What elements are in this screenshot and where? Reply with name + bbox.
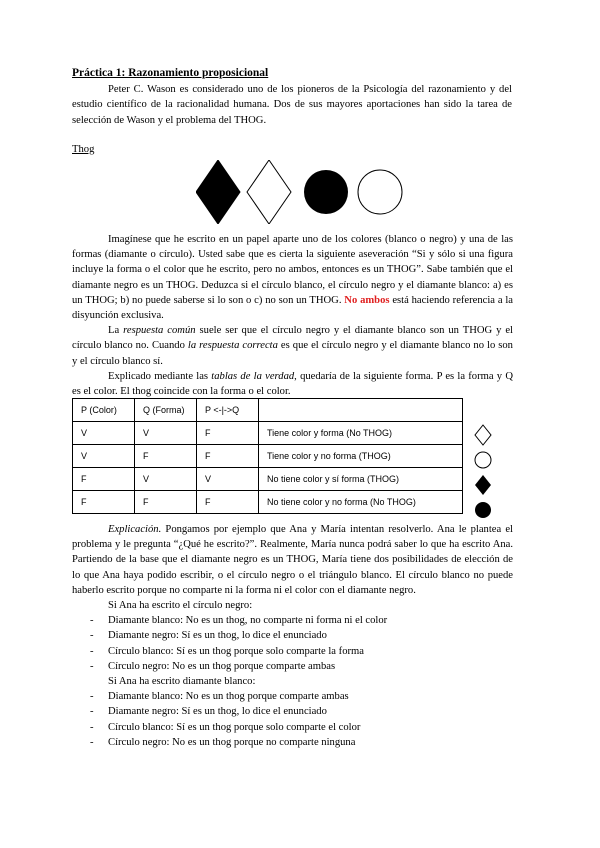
thog-paragraph: Imagínese que he escrito en un papel aparte uno de los colores (blanco o negro) y una de las formas (diamante o círculo). Usted sabe que es cierta la siguiente aseveración “Si y sólo si una figura incluye la forma o el color que he escrito, pero no ambos, entonces es un THOG”. Sabe también que el diamante negro es un THOG. Deduzca si el círculo blanco, el círculo negro y el diamante blanco: a) es un THOG; b) no puede saberse si lo son o c) no son un THOG. No ambos está haciendo referencia a la disyunción exclusiva. [72,234,513,322]
table-cell: V [73,445,135,468]
black-circle-figure [304,170,348,214]
black-diamond-figure [196,160,240,224]
truth-table-intro: Explicado mediante las tablas de la verdad, quedaría de la siguiente forma. P es la forma y Q es el color. El thog coincide con la forma o el color. [72,370,513,398]
table-header [259,399,463,422]
table-cell: V [197,468,259,491]
table-header: P (Color) [73,399,135,422]
table-cell: Tiene color y forma (No THOG) [259,422,463,445]
list-item: - Círculo blanco: Sí es un thog porque solo comparte el color [72,720,513,735]
table-cell: V [73,422,135,445]
list-item: - Círculo blanco: Sí es un thog porque solo comparte la forma [72,644,513,659]
no-ambos-highlight: No ambos [344,294,390,306]
table-header: P <-|->Q [197,399,259,422]
black-diamond-small [475,475,491,495]
case1-lead: Si Ana ha escrito el círculo negro: [108,600,253,612]
table-row-figures [472,423,494,519]
explanation-block [72,232,513,399]
list-item: - Diamante blanco: No es un thog porque comparte ambas [72,689,513,704]
table-row [73,422,463,445]
table-cell: F [73,491,135,514]
table-cell: No tiene color y sí forma (THOG) [259,468,463,491]
intro-block [72,66,512,157]
table-cell: F [135,445,197,468]
thog-figures [196,160,408,224]
case1-list [72,613,513,674]
table-cell: F [197,445,259,468]
common-answer-paragraph: La respuesta común suele ser que el círculo negro y el diamante blanco son un THOG y el círculo blanco no. Cuando la respuesta correcta es que el círculo negro y el diamante blanco no lo son y el círculo blanco sí. [72,325,514,367]
table-cell: F [135,491,197,514]
list-item: - Diamante negro: Sí es un thog, lo dice el enunciado [72,704,513,719]
table-header: Q (Forma) [135,399,197,422]
example-block [72,522,513,750]
table-cell: F [73,468,135,491]
black-circle-small [475,502,491,518]
intro-paragraph: Peter C. Wason es considerado uno de los pioneros de la Psicología del razonamiento y del estudio científico de la racionalidad humana. Dos de sus mayores aportaciones han sido la tarea de selección de Wason y el problema del THOG. [72,84,512,126]
white-circle-figure [358,170,402,214]
table-row [73,491,463,514]
table-cell: F [197,491,259,514]
table-cell: V [135,422,197,445]
case2-list [72,689,513,750]
table-cell: V [135,468,197,491]
case2-lead: Si Ana ha escrito diamante blanco: [108,676,256,688]
example-paragraph: Explicación. Pongamos por ejemplo que Ana y María intentan resolverlo. Ana le plantea el problema y le pregunta “¿Qué he escrito?”. Realmente, María nunca podrá saber lo que ha escrito Ana. Partiendo de la base que el diamante negro es un THOG, María tiene dos posibilidades de elección de lo que Ana haya podido escribir, o el círculo negro o el triángulo blanco. El círculo blanco no puede haberlo escrito porque no comparte ni la forma ni el color con el diamante negro. [72,524,513,596]
table-row [73,468,463,491]
list-item: - Diamante blanco: No es un thog, no comparte ni forma ni el color [72,613,513,628]
list-item: - Diamante negro: Sí es un thog, lo dice el enunciado [72,628,513,643]
white-circle-small [475,452,491,468]
white-diamond-small [475,425,491,445]
section-title: Thog [72,143,95,155]
table-header-row [73,399,463,422]
table-cell: No tiene color y no forma (No THOG) [259,491,463,514]
white-diamond-figure [247,160,291,224]
list-item: - Círculo negro: No es un thog porque no comparte ninguna [72,735,513,750]
table-row [73,445,463,468]
table-cell: Tiene color y no forma (THOG) [259,445,463,468]
page-title: Práctica 1: Razonamiento proposicional [72,67,269,79]
list-item: - Círculo negro: No es un thog porque comparte ambas [72,659,513,674]
truth-table [72,398,463,514]
table-cell: F [197,422,259,445]
